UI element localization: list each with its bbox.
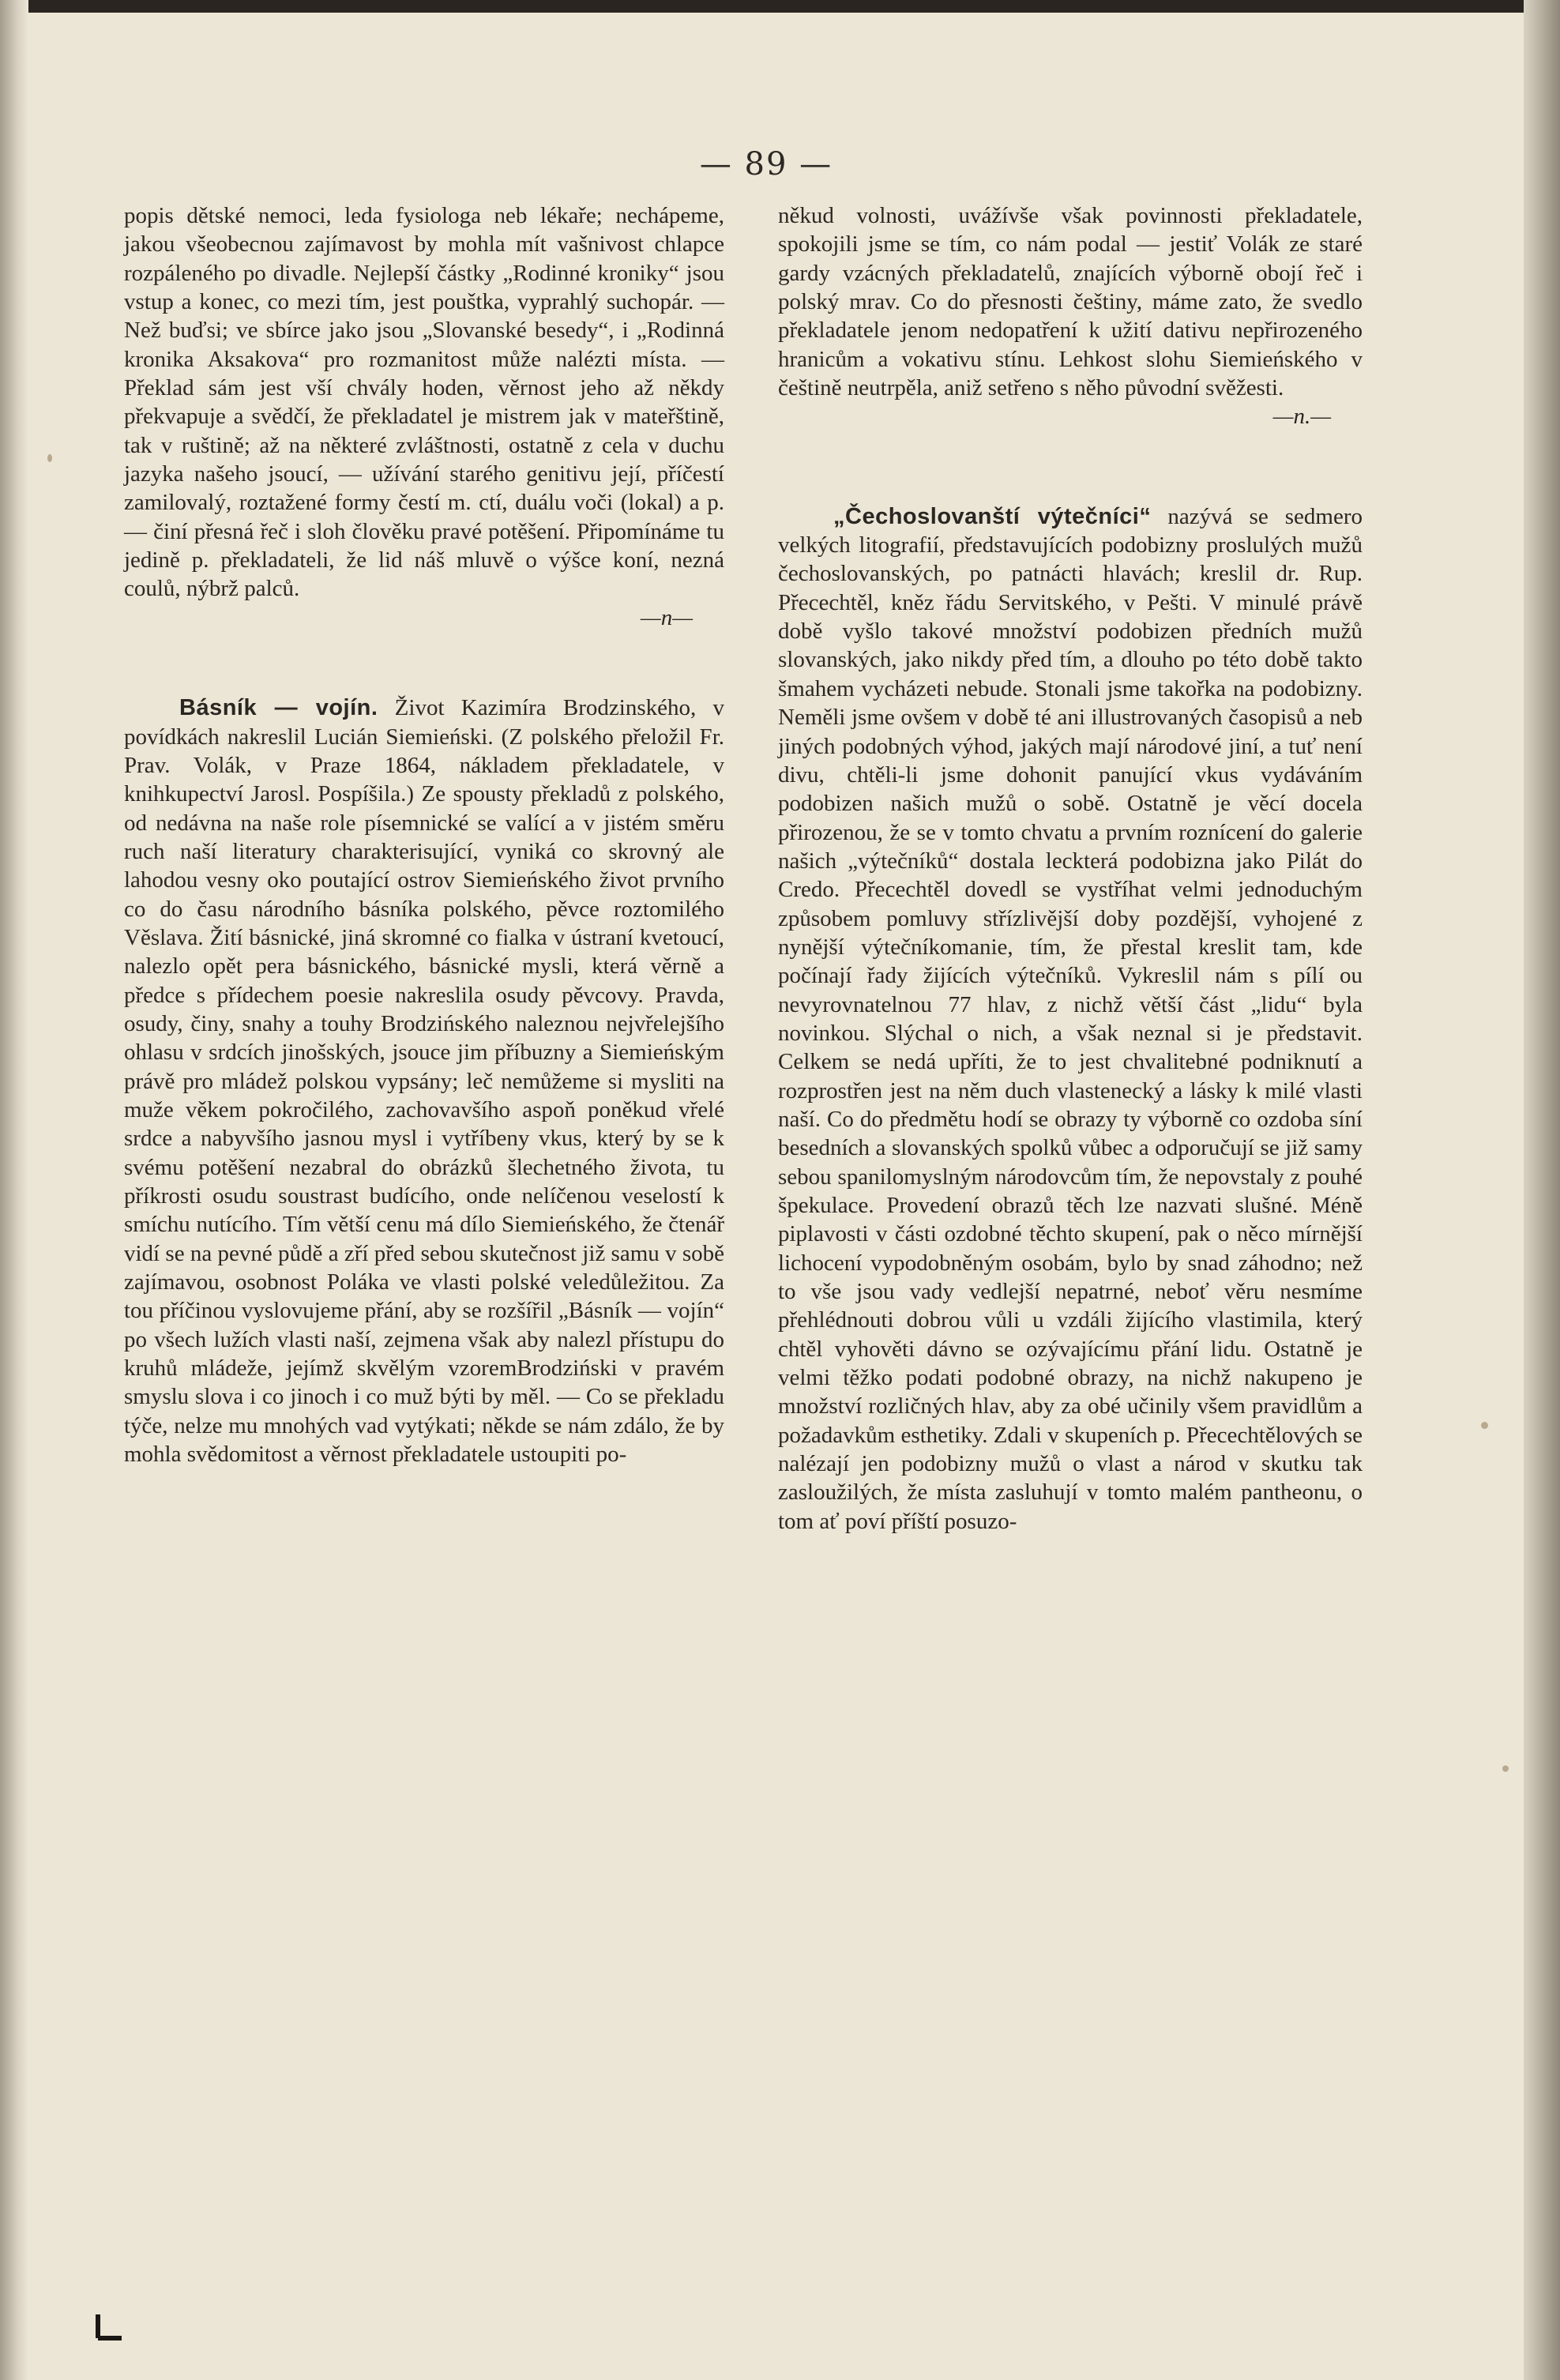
left-paragraph-2-body: Život Kazimíra Brodzinského, v povídkách nakreslil Lucián Siemieński. (Z polského přeložil Fr. Prav. Volák, v Praze 1864, nákladem překladatele, v knihkupectví Jarosl. Pospíšila.) Ze spousty překladů z polského, od nedávna na naše role písemnické se valící a v jistém směru ruch naší literatury charakterisující, vyniká co skrovný ale lahodou vesny oko poutající ostrov Siemieńského život prvního co do času národního básníka polského, pěvce roztomilého Věslava. Žití básnické, jiná skromné co fialka v ústraní kvetoucí, nalezlo opět pera básnického, básnické mysli, která věrně a předce s přídechem poesie nakreslila osudy pěvcovy. Pravda, osudy, činy, snahy a touhy Brodzińského naleznou nejvřelejšího ohlasu v srdcích jinošských, jsouce jim příbuzny a Siemieńským právě pro mládež polskou vypsány; leč nemůžeme si mysliti na muže věkem pokročilého, zachovavšího aspoň poněkud vřelé srdce a nabyvšího jasnou mysl i vytříbeny vkus, který by se k svému potěšení nezabral do obrázků šlechetného života, tu příkrosti osudu soustrast budícího, onde nelíčenou veselostí k smíchu nutícího. Tím větší cenu má dílo Siemieńského, že čtenář vidí se na pevné půdě a zří před sebou skutečnost již samu v sobě zajímavou, osobnost Poláka ve vlasti polské veledůležitou. Za tou příčinou vyslovujeme přání, aby se rozšířil „Básník — vojín“ po všech lužích vlasti naší, zejmena však aby nalezl přístupu do kruhů mládeže, jejímž skvělým vzoremBrodziński v pravém smyslu slova i co jinoch i co muž býti by měl. — Co se překladu týče, nelze mu mnohých vad vytýkati; někde se nám zdálo, že by mohla svědomitost a věrnost překladatele ustoupiti po- xyxy=(124,695,724,1468)
right-signature-1: —n.— xyxy=(1272,404,1331,430)
right-column xyxy=(778,201,1363,1536)
right-paragraph-1: někud volnosti, uvážívše však povinnosti překladatele, spokojili jsme se tím, co nám podal — jestiť Volák ze staré gardy vzácných překladatelů, znajících výborně obojí řeč i polský mrav. Co do přesnosti češtiny, máme zato, že svedlo překladatele jenom nedopatření k užití dativu nepřirozeného hranicům a vokativu stínu. Lehkost slohu Siemieńského v češtině neutrpěla, aniž setřeno s něho původní svěžesti. xyxy=(778,203,1363,401)
corner-crop-mark xyxy=(90,2314,122,2346)
left-column xyxy=(124,201,724,1468)
right-paragraph-2 xyxy=(778,502,1363,1536)
left-paragraph-1: popis dětské nemoci, leda fysiologa neb lékaře; nechápeme, jakou všeobecnou zajímavost by mohla mít vašnivost chlapce rozpáleného po divadle. Nejlepší částky „Rodinné kroniky“ jsou vstup a konec, co mezi tím, jest pouštka, vyprahlý suchopár. — Než buďsi; ve sbírce jako jsou „Slovanské besedy“, i „Rodinná kronika Aksakova“ pro rozmanitost může nalézti místa. — Překlad sám jest vší chvály hoden, věrnost jeho až někdy překvapuje a svědčí, že překladatel je mistrem jak v mateřštině, tak v ruštině; až na některé zvláštnosti, ostatně z cela v duchu jazyka našeho jsoucí, — užívání starého genitivu její, příčestí zamilovalý, roztažené formy čestí m. ctí, duálu voči (lokal) a p. — činí přesná řeč i sloh člověku pravé potěšení. Připomínáme tu jedině p. překladateli, že lid náš mluvě o výšce koní, nezná coulů, nýbrž palců. xyxy=(124,203,724,602)
right-paragraph-2-body: nazývá se sedmero velkých litografií, představujících podobizny proslulých mužů čechoslovanských, po patnácti hlavách; kreslil dr. Rup. Přecechtěl, kněz řádu Servitského, v Pešti. V minulé právě době vyšlo takové množství podobizen předních mužů slovanských, jako nikdy před tím, a dlouho po této době takto šmahem vycházeti nebude. Stonali jsme takořka na podobizny. Neměli jsme ovšem v době té ani illustrovaných časopisů a neb jiných podobných výhod, jakých mají národové jiní, a tuť není divu, chtěli-li jsme dohonit panující vkus vydáváním podobizen našich mužů o sobě. Ostatně je věcí docela přirozenou, že se v tomto chvatu a prvním roznícení do galerie našich „výtečníků“ dostala leckterá podobizna jako Pilát do Credo. Přecechtěl dovedl se vystříhat velmi jednoduchým způsobem pomluvy střízlivější doby pozdější, vyhojené z nynější výtečníkomanie, tím, že přestal kreslit tam, kde počínají řady žijících výtečníků. Vykreslil nám s pílí ou nevyrovnatelnou 77 hlav, z nichž větší část „lidu“ byla novinkou. Slýchal o nich, a však neznal si je představit. Celkem se nedá upříti, že to jest chvalitebné podniknutí a rozprostřen jest na něm duch vlastenecký a lásky k milé vlasti naší. Co do předmětu hodí se obrazy ty výborně co ozdoba síní besedních a slovanských spolků vůbec a odporučují se již samy sebou spanilomyslným národovcům tím, že nepovstaly z pouhé špekulace. Provedení obrazů těch lze nazvati slušné. Méně piplavosti v části ozdobné těchto skupení, pak o něco mírnější lichocení vypodobněným osobám, bylo by snad záhodno; než to vše jsou vady vedlejší nepatrné, neboť věru nesmíme přehlédnouti dobrou vůli u vzdáli žijícího vlastimila, který chtěl vyhověti dávno se ozývajícímu přání lidu. Ostatně je velmi těžko podati podobné obrazy, na nichž nakupeno je množství rozličných hlav, aby za obé učinily všem pravidlům a požadavkům esthetiky. Zdali v skupeních p. Přecechtělových se nalézají jen podobizny mužů o vlast a národ v skutku tak zasloužilých, že místa zasluhují v tomto malém pantheonu, o tom ať poví příští posuzo- xyxy=(778,503,1363,1534)
paper-speck xyxy=(47,454,52,462)
page-number: — 89 — xyxy=(699,146,833,182)
article-heading-basnik-vojin: Básník — vojín. xyxy=(179,695,378,721)
paper-speck xyxy=(1502,1765,1509,1772)
scan-left-edge xyxy=(0,0,28,2380)
article-heading-vytecnici: „Čechoslovanští výtečníci“ xyxy=(833,503,1152,529)
scan-right-edge xyxy=(1524,0,1560,2380)
paper-speck xyxy=(1481,1422,1488,1429)
left-paragraph-2 xyxy=(124,694,724,1468)
scan-top-edge xyxy=(0,0,1560,13)
left-signature-1: —n— xyxy=(640,604,693,630)
